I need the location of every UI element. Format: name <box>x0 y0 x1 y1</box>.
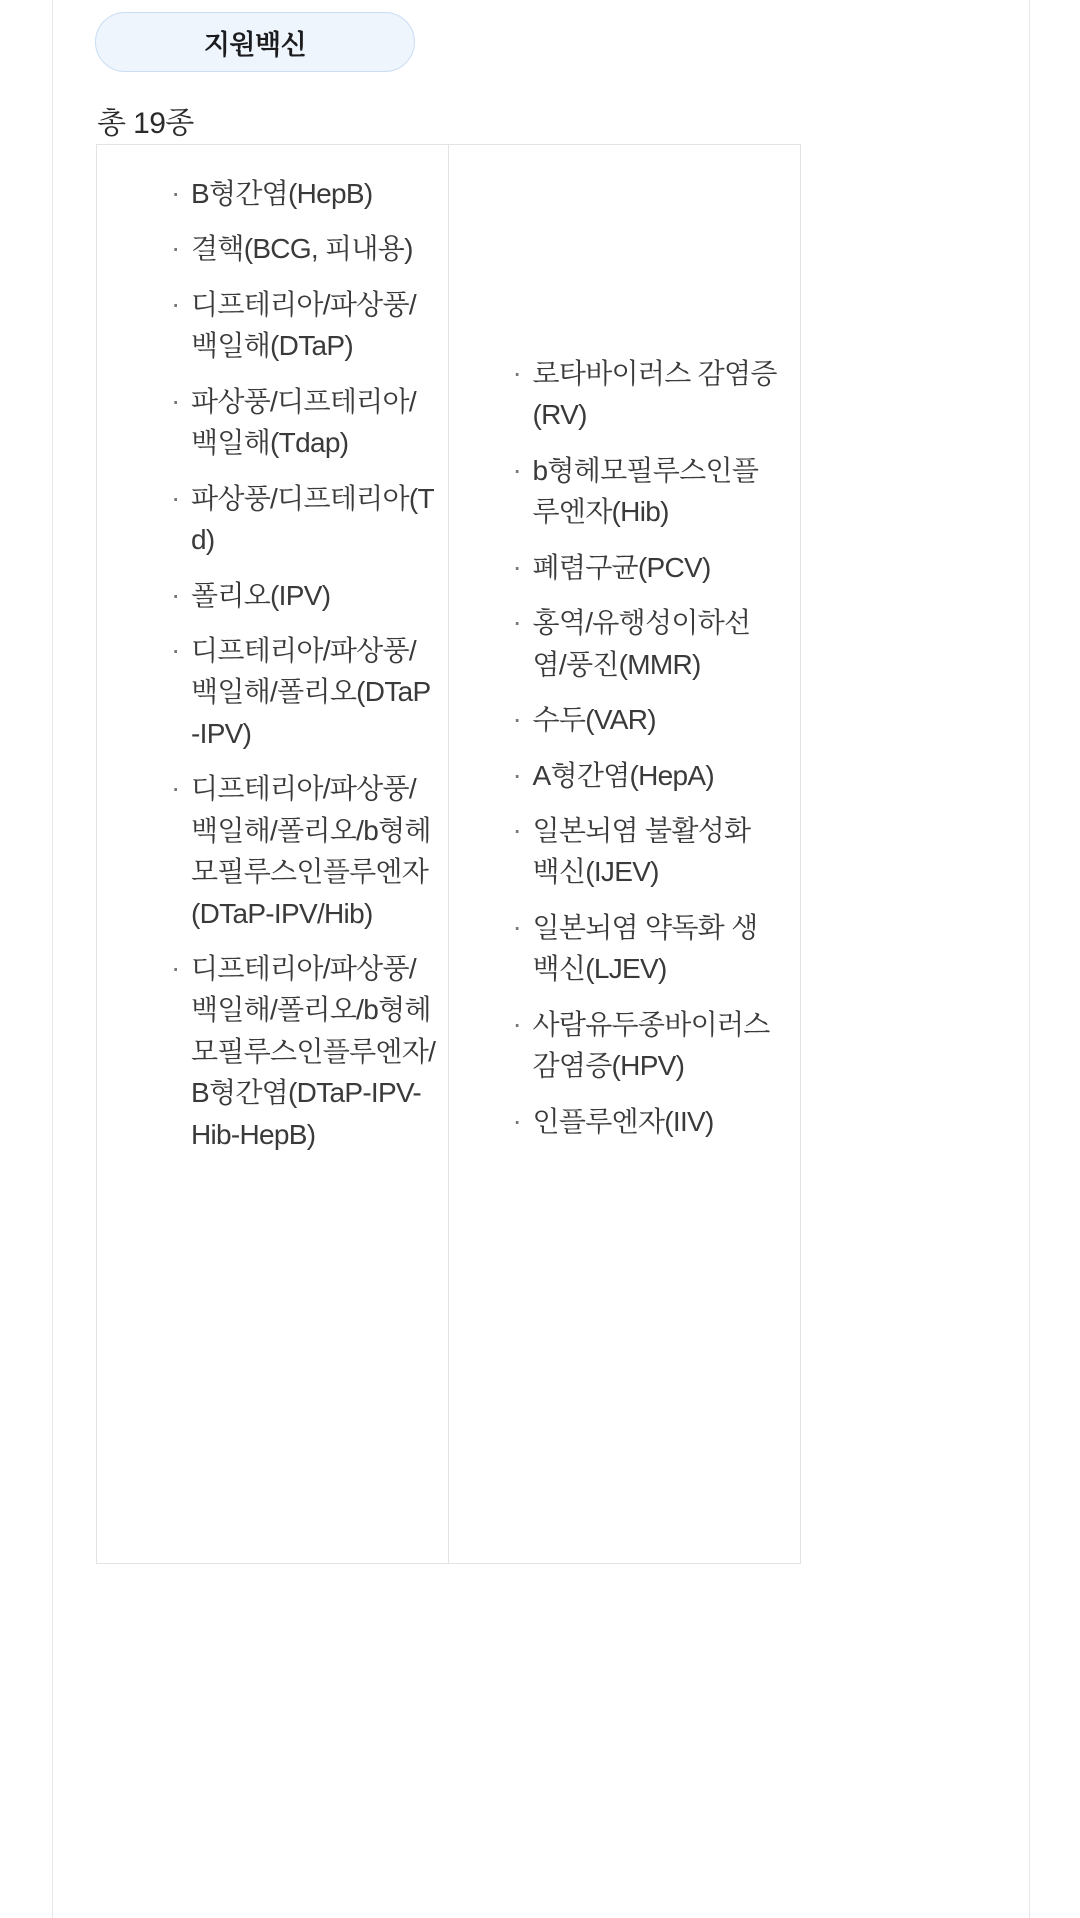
list-item: · 디프테리아/파상풍/백일해/폴리오(DTaP-IPV) <box>171 630 438 754</box>
list-item: · 로타바이러스 감염증(RV) <box>513 353 783 436</box>
list-item: · 파상풍/디프테리아(Td) <box>171 478 438 561</box>
list-item: · 디프테리아/파상풍/백일해/폴리오/b형헤모필루스인플루엔자(DTaP-IPV/Hib) <box>171 768 438 934</box>
list-item: · B형간염(HepB) <box>171 173 438 214</box>
list-item: · 일본뇌염 약독화 생백신(LJEV) <box>513 907 783 990</box>
list-item: · 파상풍/디프테리아/백일해(Tdap) <box>171 381 438 464</box>
list-item: · 수두(VAR) <box>513 699 783 740</box>
supported-vaccine-chip-label: 지원백신 <box>203 29 307 60</box>
vaccine-support-section <box>53 0 1029 1918</box>
list-item: · 일본뇌염 불활성화 백신(IJEV) <box>513 810 783 893</box>
page-edge-line-right <box>1029 0 1030 1918</box>
vaccine-list-table <box>96 144 801 1564</box>
list-item: · 인플루엔자(IIV) <box>513 1101 783 1142</box>
vaccine-list-column-right <box>449 145 800 1563</box>
vaccine-list-column-left <box>97 145 449 1563</box>
list-item: · 폴리오(IPV) <box>171 575 438 616</box>
list-item: · 디프테리아/파상풍/백일해(DTaP) <box>171 284 438 367</box>
list-item: · 사람유두종바이러스 감염증(HPV) <box>513 1004 783 1087</box>
list-item: · b형헤모필루스인플루엔자(Hib) <box>513 450 783 533</box>
list-item: · 결핵(BCG, 피내용) <box>171 228 438 269</box>
supported-vaccine-chip[interactable] <box>95 12 415 72</box>
list-item: · 폐렴구균(PCV) <box>513 547 783 588</box>
list-item: · 디프테리아/파상풍/백일해/폴리오/b형헤모필루스인플루엔자/B형간염(DTaP-IPV-Hib-HepB) <box>171 948 438 1155</box>
list-item: · 홍역/유행성이하선염/풍진(MMR) <box>513 602 783 685</box>
list-item: · A형간염(HepA) <box>513 755 783 796</box>
total-count-label: 총 19종 <box>97 107 194 140</box>
